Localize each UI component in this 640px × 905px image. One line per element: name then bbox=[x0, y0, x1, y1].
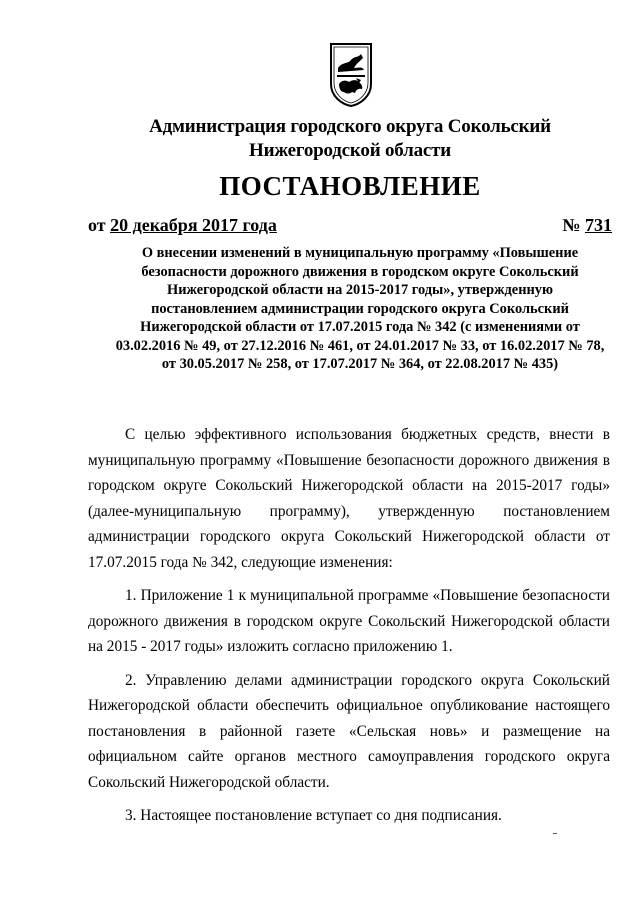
paragraph-line: Сокольский Нижегородской области. bbox=[88, 773, 330, 791]
paragraph-line: Нижегородской области обеспечить официальное опубликование настоящего bbox=[88, 697, 610, 714]
subject-line: безопасности дорожного движения в городском округе Сокольский bbox=[141, 263, 579, 280]
scan-mark bbox=[553, 833, 557, 834]
paragraph-line: (далее-муниципальную программу), утвержденную постановлением bbox=[88, 502, 610, 520]
coat-of-arms-icon bbox=[328, 42, 374, 108]
subject-line: 03.02.2016 № 49, от 27.12.2016 № 461, от 24.01.2017 № 33, от 16.02.2017 № 78, bbox=[115, 337, 605, 354]
paragraph-line: 3. Настоящее постановление вступает со дня подписания. bbox=[125, 807, 502, 824]
item-2-paragraph bbox=[88, 668, 610, 796]
number-value: 731 bbox=[585, 215, 612, 235]
paragraph-line: администрации городского округа Сокольский Нижегородской области от bbox=[88, 528, 610, 545]
document-subject bbox=[80, 244, 640, 374]
date-prefix: от bbox=[88, 215, 111, 235]
paragraph-line: на 2015 - 2017 годы» изложить согласно приложению 1. bbox=[88, 638, 453, 655]
paragraph-line: официальном сайте органов местного самоуправления городского округа bbox=[88, 748, 610, 765]
document-number bbox=[562, 214, 612, 236]
document-body bbox=[88, 422, 610, 837]
organization-line-1: Администрация городского округа Сокольский bbox=[149, 116, 551, 137]
item-3-paragraph bbox=[88, 803, 610, 829]
paragraph-line: 17.07.2015 года № 342, следующие изменения: bbox=[88, 553, 393, 571]
subject-line: от 30.05.2017 № 258, от 17.07.2017 № 364, от 22.08.2017 № 435) bbox=[161, 356, 559, 372]
intro-paragraph bbox=[88, 422, 610, 575]
organization-title bbox=[60, 115, 640, 163]
date-value: 20 декабря 2017 года bbox=[110, 215, 277, 235]
number-prefix: № bbox=[562, 215, 585, 235]
organization-line-2: Нижегородской области bbox=[249, 140, 451, 161]
paragraph-line: С целью эффективного использования бюджетных средств, внести в bbox=[125, 426, 610, 443]
subject-line: Нижегородской области от 17.07.2015 года № 342 (с изменениями от bbox=[140, 319, 580, 335]
paragraph-line: муниципальную программу «Повышение безопасности дорожного движения в bbox=[88, 451, 610, 469]
subject-line: Нижегородской области на 2015-2017 годы», утвержденную bbox=[167, 282, 553, 298]
paragraph-line: 2. Управлению делами администрации городского округа Сокольский bbox=[125, 671, 610, 689]
item-1-paragraph bbox=[88, 583, 610, 660]
paragraph-line: дорожного движения в городском округе Сокольский Нижегородской области bbox=[88, 612, 610, 630]
paragraph-line: постановления в районной газете «Сельская новь» и размещение на bbox=[88, 722, 610, 740]
document-date bbox=[88, 214, 277, 236]
paragraph-line: 1. Приложение 1 к муниципальной программе «Повышение безопасности bbox=[125, 587, 610, 604]
subject-line: О внесении изменений в муниципальную программу «Повышение bbox=[141, 245, 579, 261]
subject-line: постановлением администрации городского округа Сокольский bbox=[151, 300, 569, 317]
document-type: ПОСТАНОВЛЕНИЕ bbox=[219, 171, 481, 201]
paragraph-line: городском округе Сокольский Нижегородской области на 2015-2017 годы» bbox=[88, 477, 610, 494]
